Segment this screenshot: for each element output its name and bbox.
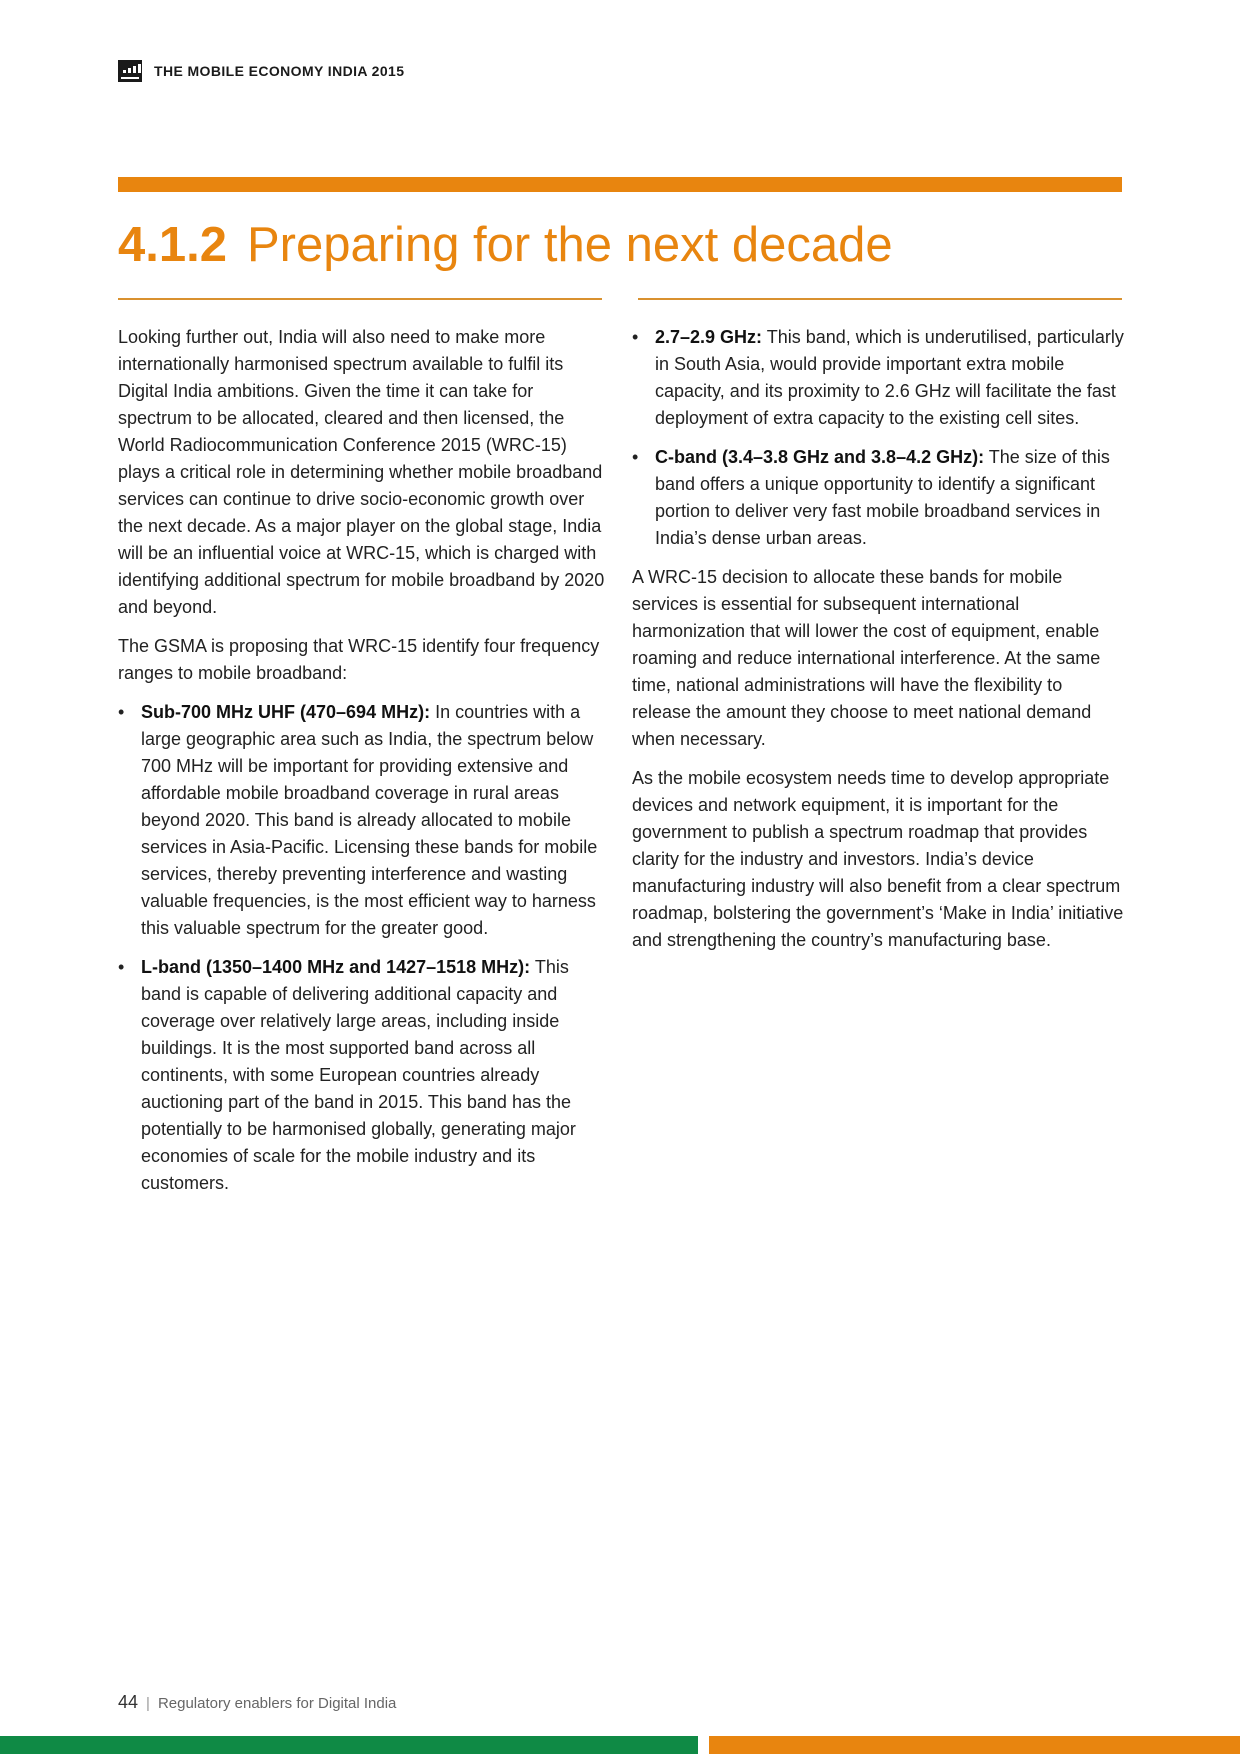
bullet-term: 2.7–2.9 GHz: bbox=[655, 327, 763, 347]
right-column bbox=[632, 324, 1124, 966]
proposal-paragraph: The GSMA is proposing that WRC-15 identify four frequency ranges to mobile broadband: bbox=[118, 636, 600, 683]
bullet-term: C-band (3.4–3.8 GHz and 3.8–4.2 GHz): bbox=[655, 447, 985, 467]
page-footer bbox=[118, 1692, 396, 1713]
bullet-2-7-ghz bbox=[632, 324, 1124, 432]
wrc-decision-paragraph: A WRC-15 decision to allocate these bands for mobile services is essential for subsequent international harmonization that will lower the cost of equipment, enable roaming and reduce international interference. At the same time, national administrations will have the flexibility to release the amount they choose to meet national demand when necessary. bbox=[632, 567, 1101, 749]
bullet-text: The size of this band offers a unique opportunity to identify a significant portion to deliver very fast mobile broadband services in India’s dense urban areas. bbox=[655, 447, 1110, 548]
bullet-text: This band, which is underutilised, particularly in South Asia, would provide important extra mobile capacity, and its proximity to 2.6 GHz will facilitate the fast deployment of extra capacity to the existing cell sites. bbox=[655, 327, 1124, 428]
left-column bbox=[118, 324, 608, 1209]
bullet-sub-700 bbox=[118, 699, 608, 942]
intro-paragraph: Looking further out, India will also need to make more internationally harmonised spectrum available to fulfil its Digital India ambitions. Given the time it can take for spectrum to be allocated, cleared and then licensed, the World Radiocommunication Conference 2015 (WRC-15) plays a critical role in determining whether mobile broadband services can continue to drive socio-economic growth over the next decade. As a major player on the global stage, India will be an influential voice at WRC-15, which is charged with identifying additional spectrum for mobile broadband by 2020 and beyond. bbox=[118, 327, 605, 617]
section-heading bbox=[118, 214, 893, 276]
bullet-l-band bbox=[118, 954, 608, 1197]
right-column-rule bbox=[638, 298, 1122, 300]
header-title: THE MOBILE ECONOMY INDIA 2015 bbox=[154, 63, 405, 79]
footer-green-bar bbox=[0, 1736, 698, 1754]
footer-section-name: Regulatory enablers for Digital India bbox=[157, 1695, 397, 1712]
bullet-term: L-band (1350–1400 MHz and 1427–1518 MHz): bbox=[141, 957, 531, 977]
section-number: 4.1.2 bbox=[118, 218, 227, 272]
frequency-bullet-list-continued bbox=[632, 324, 1124, 552]
page-number: 44 bbox=[118, 1692, 139, 1712]
gsma-logo-icon bbox=[118, 60, 142, 82]
bullet-text: In countries with a large geographic area such as India, the spectrum below 700 MHz will be important for providing extensive and affordable mobile broadband coverage in rural areas beyond 2020. This band is already allocated to mobile services in Asia-Pacific. Licensing these bands for mobile services, thereby preventing interference and wasting valuable frequencies, is the most efficient way to harness this valuable spectrum for the greater good. bbox=[141, 702, 598, 938]
section-accent-bar bbox=[118, 177, 1122, 192]
frequency-bullet-list bbox=[118, 699, 608, 1197]
left-column-rule bbox=[118, 298, 602, 300]
footer-separator: | bbox=[146, 1695, 150, 1712]
bullet-c-band bbox=[632, 444, 1124, 552]
page-header bbox=[118, 60, 404, 82]
roadmap-paragraph: As the mobile ecosystem needs time to develop appropriate devices and network equipment, it is important for the government to publish a spectrum roadmap that provides clarity for the industry and investors. India’s device manufacturing industry will also benefit from a clear spectrum roadmap, bolstering the government’s ‘Make in India’ initiative and strengthening the country’s manufacturing base. bbox=[632, 768, 1124, 950]
bullet-term: Sub-700 MHz UHF (470–694 MHz): bbox=[141, 702, 431, 722]
footer-orange-bar bbox=[709, 1736, 1240, 1754]
section-title: Preparing for the next decade bbox=[246, 218, 893, 272]
bullet-text: This band is capable of delivering additional capacity and coverage over relatively large areas, including inside buildings. It is the most supported band across all continents, with some European countries already auctioning part of the band in 2015. This band has the potentially to be harmonised globally, generating major economies of scale for the mobile industry and its customers. bbox=[141, 957, 576, 1193]
